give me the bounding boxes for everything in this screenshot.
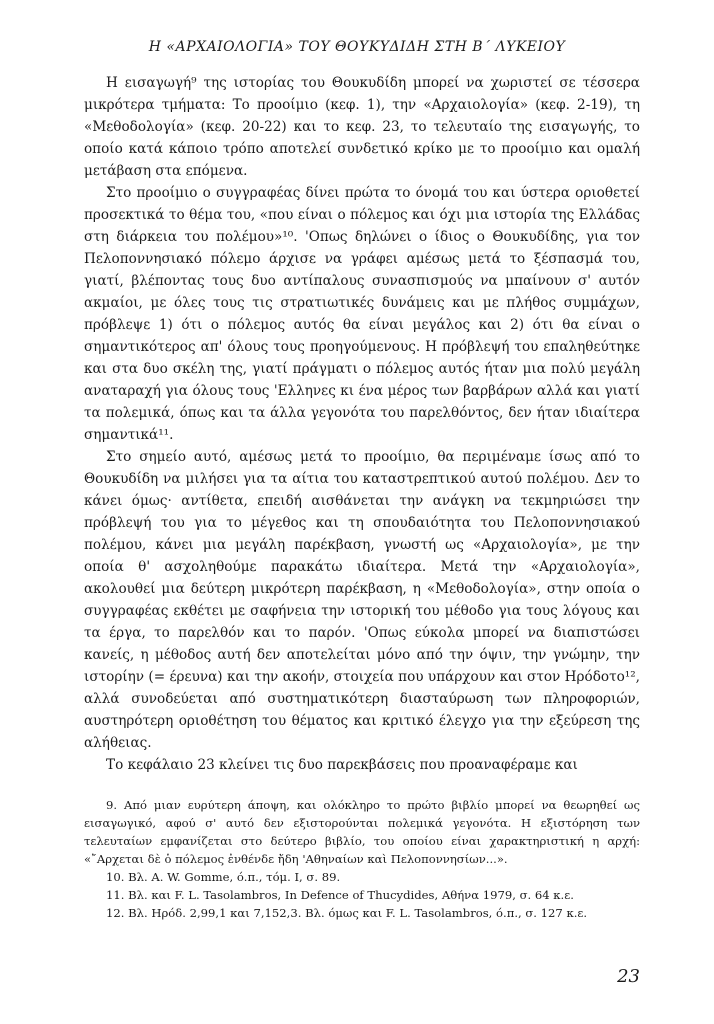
paragraph-4: Το κεφάλαιο 23 κλείνει τις δυο παρεκβάσεις που προαναφέραμε και [106,757,578,773]
footnote-12: 12. Βλ. Ηρόδ. 2,99,1 και 7,152,3. Βλ. όμως και F. L. Tasolambros, ό.π., σ. 127 κ.ε. [106,906,588,920]
paragraph-2: Στο προοίμιο ο συγγραφέας δίνει πρώτα το όνομά του και ύστερα οριοθετεί προσεκτικά το θέμα του, «που είναι ο πόλεμος και όχι μια ιστορία της Ελλάδας στη διάρκεια του πολέμου»¹⁰. 'Οπως δηλώνει ο ίδιος ο Θουκυδίδης, για τον Πελοποννησιακό πόλεμο άρχισε να γράφει αμέσως μετά το ξέσπασμά του, γιατί, βλέποντας τους δυο αντίπαλους συνασπισμούς να μπαίνουν σ' αυτόν ακμαίοι, με όλες τους τις στρατιωτικές δυνάμεις και με πλήθος συμμάχων, πρόβλεψε 1) ότι ο πόλεμος αυτός θα είναι μεγάλος και 2) ότι θα είναι ο σημαντικότερος απ' όλους τους προηγούμενους. Η πρόβλεψή του επαληθεύτηκε και στα δυο σκέλη της, γιατί πράγματι ο πόλεμος αυτός ήταν μια πολύ μεγάλη αναταραχή για όλους τους 'Ελληνες κι ένα μέρος των βαρβάρων αλλά και γιατί τα πολεμικά, όπως και τα άλλα γεγονότα του παρελθόντος, δεν ήταν ιδιαίτερα σημαντικά¹¹. [84,185,640,443]
paragraph-1: Η εισαγωγή⁹ της ιστορίας του Θουκυδίδη μπορεί να χωριστεί σε τέσσερα μικρότερα τμήματα: Το προοίμιο (κεφ. 1), την «Αρχαιολογία» (κεφ. 2-19), τη «Μεθοδολογία» (κεφ. 20-22) και το κεφ. 23, το τελευταίο της εισαγωγής, το οποίο κατά κάποιο τρόπο αποτελεί συνδετικό κρίκο με το προοίμιο και ομαλή μετάβαση στα επόμενα. [84,75,640,179]
paragraph-3: Στο σημείο αυτό, αμέσως μετά το προοίμιο, θα περιμέναμε ίσως από το Θουκυδίδη να μιλήσει για τα αίτια του καταστρεπτικού αυτού πολέμου. Δεν το κάνει όμως· αντίθετα, επειδή αισθάνεται την ανάγκη να τεκμηριώσει την πρόβλεψή του για το μέγεθος και τη σπουδαιότητα του Πελοποννησιακού πολέμου, κάνει μια μεγάλη παρέκβαση, γνωστή ως «Αρχαιολογία», με την οποία θ' ασχοληθούμε παρακάτω ιδιαίτερα. Μετά την «Αρχαιολογία», ακολουθεί μια δεύτερη μικρότερη παρέκβαση, η «Μεθοδολογία», στην οποία ο συγγραφέας εκθέτει με σαφήνεια την ιστορική του μέθοδο για τους λόγους και τα έργα, το παρελθόν και το παρόν. 'Οπως εύκολα μπορεί να διαπιστώσει κανείς, η μέθοδος αυτή δεν αποτελείται μόνο από την όψιν, την γνώμην, την ιστορίην (= έρευνα) και την ακοήν, στοιχεία που υπάρχουν και στον Ηρόδοτο¹², αλλά συνοδεύεται από συστηματικότερη διασταύρωση των πληροφοριών, αυστηρότερη οριοθέτηση του θέματος και κριτικό έλεγχο για την εξεύρεση της αλήθειας. [84,449,640,751]
body-text [84,72,640,776]
footnote-10: 10. Βλ. A. W. Gomme, ό.π., τόμ. I, σ. 89. [106,870,341,884]
running-head: Η «ΑΡΧΑΙΟΛΟΓΙΑ» ΤΟΥ ΘΟΥΚΥΔΙΔΗ ΣΤΗ Β΄ ΛΥΚΕΙΟΥ [148,39,566,55]
page-number: 23 [617,966,640,987]
footnote-9: 9. Από μιαν ευρύτερη άποψη, και ολόκληρο το πρώτο βιβλίο μπορεί να θεωρηθεί ως εισαγωγικό, αφού σ' αυτό δεν εξιστορούνται πολεμικά γεγονότα. Η εξιστόρηση των τελευταίων εμφανίζεται στο δεύτερο βιβλίο, του οποίου είναι χαρακτηριστική η αρχή: «῎Αρχεται δὲ ὁ πόλεμος ἐνθένδε ἤδη 'Αθηναίων καὶ Πελοποννησίων...». [84,798,640,866]
footnotes [84,796,640,922]
footnote-11: 11. Βλ. και F. L. Tasolambros, In Defence of Thucydides, Αθήνα 1979, σ. 64 κ.ε. [106,888,574,902]
